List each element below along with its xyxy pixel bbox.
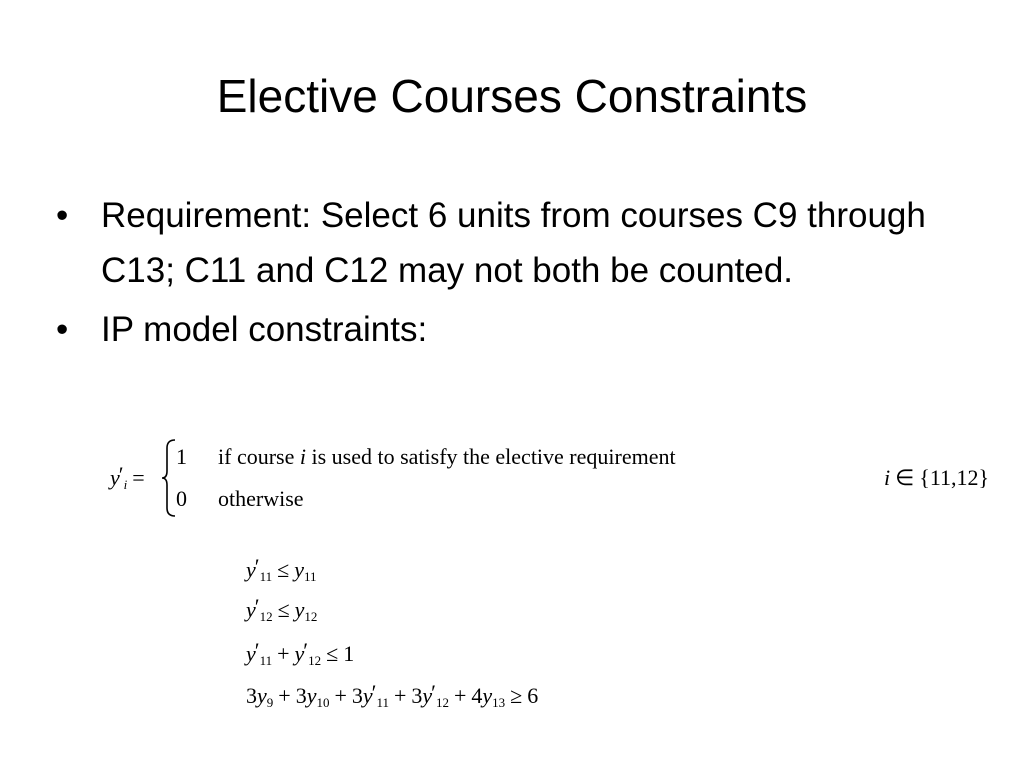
math-subscript: 13: [492, 695, 506, 710]
math-subscript: 12: [304, 609, 318, 624]
case-value: 0: [176, 486, 187, 511]
math-operator: +: [393, 683, 407, 708]
math-term: [246, 594, 273, 624]
math-variable: y: [110, 465, 120, 490]
math-coefficient: 3: [246, 683, 257, 708]
math-coefficient: 4: [471, 683, 483, 708]
math-variable: y: [422, 683, 433, 708]
math-operator: ≤: [277, 597, 290, 622]
definition-case-zero: [176, 486, 304, 512]
math-subscript: 12: [259, 609, 273, 624]
case-text: otherwise: [218, 486, 304, 511]
math-term: [246, 683, 273, 708]
bullet-symbol: •: [56, 196, 69, 235]
math-prime: ′: [254, 638, 260, 663]
math-subscript: i: [123, 477, 128, 492]
constraint-line: [246, 594, 318, 624]
math-prime: ′: [371, 680, 377, 705]
math-variable: y: [482, 683, 493, 708]
math-prime: ′: [118, 462, 124, 487]
math-term: [411, 680, 449, 710]
bullet-text: Requirement: Select 6 units from courses C9 through C13; C11 and C12 may not both be counted.: [101, 196, 926, 290]
math-variable: y: [294, 597, 305, 622]
math-subscript: 11: [303, 569, 317, 584]
math-term: [351, 680, 389, 710]
math-subscript: 12: [308, 653, 322, 668]
math-constant: 6: [527, 683, 539, 708]
case-value: 1: [176, 444, 187, 469]
math-term: [294, 638, 322, 668]
bullet-list: [56, 188, 956, 361]
math-term: [296, 683, 330, 708]
math-operator: =: [132, 465, 145, 490]
math-set: {11,12}: [919, 465, 990, 490]
math-constant: 1: [343, 641, 355, 666]
math-coefficient: 3: [411, 683, 423, 708]
math-term: [471, 683, 505, 708]
math-subscript: 11: [259, 653, 273, 668]
math-subscript: 10: [316, 695, 330, 710]
math-variable: y: [294, 557, 304, 582]
math-prime: ′: [254, 594, 260, 619]
math-prime: ′: [303, 638, 309, 663]
math-operator: ∈: [895, 465, 915, 490]
math-variable: y: [246, 597, 256, 622]
math-variable: y: [294, 641, 305, 666]
constraint-line: [246, 638, 355, 668]
math-operator: +: [334, 683, 347, 708]
math-variable: i: [299, 444, 306, 469]
index-domain: [884, 465, 989, 491]
bullet-symbol: •: [56, 310, 69, 349]
math-variable: y: [257, 683, 267, 708]
math-operator: ≥: [510, 683, 523, 708]
math-prime: ′: [431, 680, 436, 705]
math-subscript: 11: [259, 569, 273, 584]
math-subscript: 12: [435, 695, 449, 710]
math-prime: ′: [254, 554, 260, 579]
slide-title: Elective Courses Constraints: [216, 70, 808, 122]
math-operator: ≤: [277, 557, 290, 582]
constraint-line: [246, 554, 317, 584]
case-text: if course: [218, 444, 295, 469]
math-operator: +: [278, 683, 291, 708]
math-operator: ≤: [326, 641, 339, 666]
math-term: [295, 597, 318, 622]
definition-case-one: [176, 444, 676, 470]
case-text: is used to satisfy the elective requirement: [311, 444, 676, 469]
math-variable: y: [246, 641, 256, 666]
math-subscript: 9: [266, 695, 274, 710]
bullet-text: IP model constraints:: [101, 310, 428, 349]
math-variable: y: [246, 557, 256, 582]
math-term: [246, 554, 273, 584]
math-term: [294, 557, 316, 582]
math-variable: i: [884, 465, 891, 490]
math-variable: y: [362, 683, 373, 708]
bullet-item-ip-model: [56, 302, 956, 357]
math-operator: +: [277, 641, 290, 666]
math-operator: +: [453, 683, 467, 708]
bullet-item-requirement: [56, 188, 956, 298]
definition-lhs: [110, 462, 150, 492]
constraint-line: [246, 680, 539, 710]
math-subscript: 11: [376, 695, 389, 710]
math-coefficient: 3: [351, 683, 363, 708]
math-term: [246, 638, 273, 668]
math-coefficient: 3: [295, 683, 307, 708]
math-variable: y: [306, 683, 317, 708]
